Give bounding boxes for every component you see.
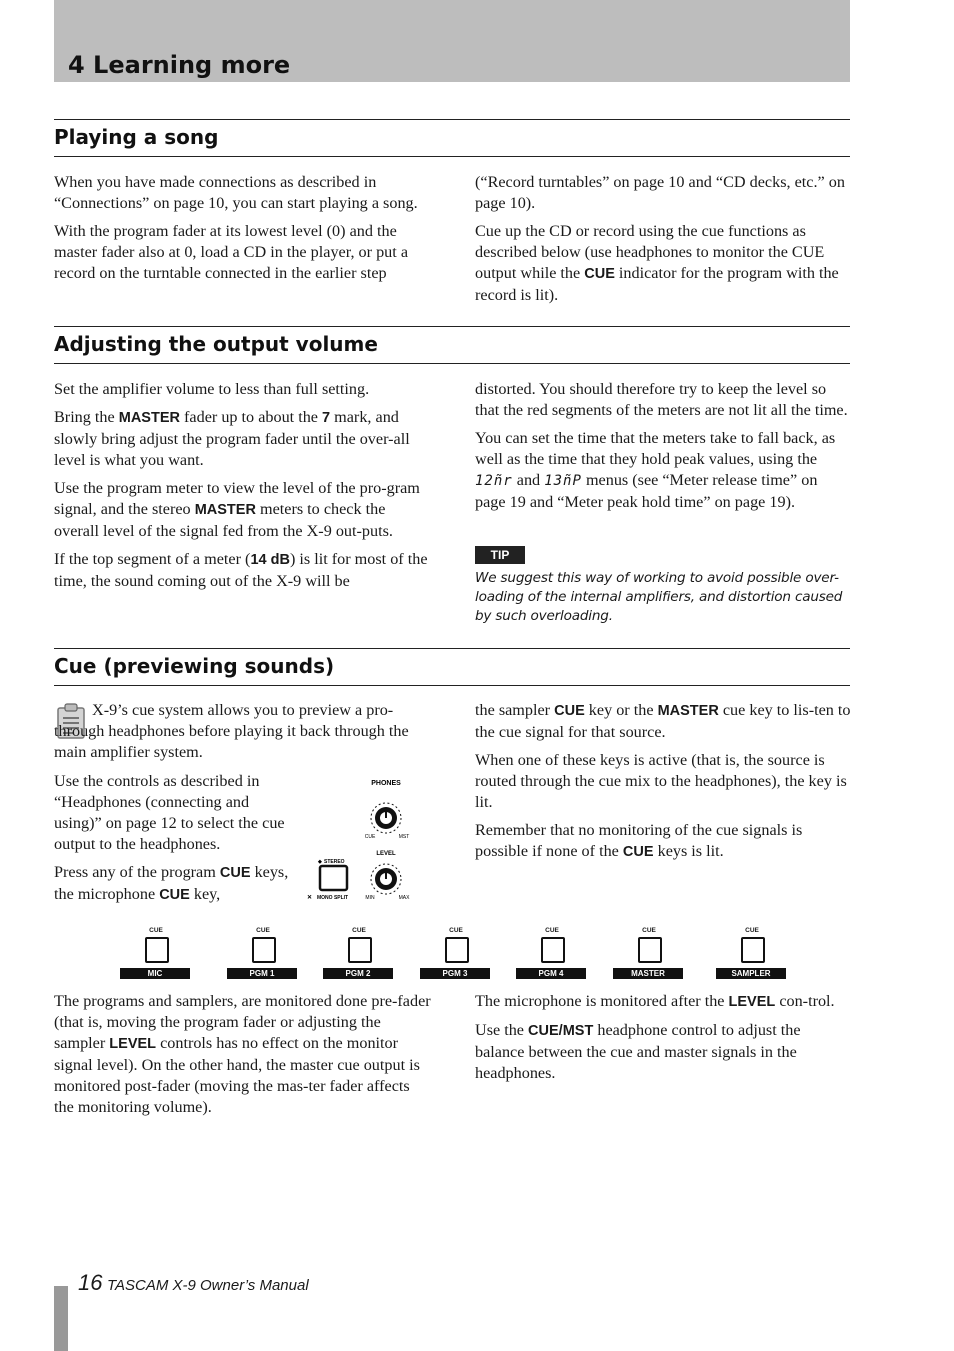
paragraph: Use the program meter to view the level of the pro-gram signal, and the stereo MASTER meters to check the overall level of the signal fed from the X-9 out-puts. — [54, 479, 420, 540]
playing-left-column — [54, 172, 434, 291]
section-title: Cue (previewing sounds) — [54, 654, 335, 678]
section-heading-output — [54, 326, 850, 364]
section-heading-playing — [54, 119, 850, 157]
paragraph: Use the controls as described in “Headphones (connecting and using)” on page 12 to select the cue output to the headphones. — [54, 772, 285, 853]
cue-intro-column — [54, 700, 434, 770]
page-number: 16 — [78, 1270, 103, 1295]
stereo-mono-button — [320, 866, 347, 890]
svg-text:MAX: MAX — [398, 895, 410, 901]
manual-title: TASCAM X-9 Owner’s Manual — [106, 1277, 309, 1294]
paragraph: You can set the time that the meters take to fall back, as well as the time that they hold peak values, using the 12ñr and 13ñP menus (see “Meter release time” on page 19 and “Meter peak hold time” on page 19). — [475, 429, 836, 511]
svg-text:MIN: MIN — [365, 895, 375, 901]
playing-right-column — [475, 172, 851, 313]
footer-bar — [54, 1286, 68, 1351]
tip-badge: TIP — [475, 546, 525, 564]
section-title: Playing a song — [54, 125, 219, 149]
chapter-header — [54, 0, 850, 82]
paragraph: Bring the MASTER fader up to about the 7 mark, and slowly bring adjust the program fader until the over-all level is what you want. — [54, 408, 410, 469]
paragraph: Press any of the program CUE keys, the microphone CUE key, — [54, 863, 289, 903]
svg-text:LEVEL: LEVEL — [376, 851, 396, 857]
cue-key-pgm3: CUE PGM 3 — [420, 927, 492, 982]
paragraph: Use the CUE/MST headphone control to adjust the balance between the cue and master signals in the headphones. — [475, 1021, 801, 1082]
paragraph: Cue up the CD or record using the cue functions as described below (use headphones to monitor the CUE output while the CUE indicator for the program with the record is lit). — [475, 222, 839, 304]
paragraph: X-9’s cue system allows you to preview a pro- through headphones before playing it back through the main amplifier system. — [54, 701, 409, 761]
paragraph: When one of these keys is active (that is, the source is routed through the cue mix to the headphones), the key is lit. — [475, 751, 847, 811]
level-knob — [371, 864, 401, 894]
paragraph: The microphone is monitored after the LEVEL con-trol. — [475, 992, 835, 1010]
paragraph: the sampler CUE key or the MASTER cue key to lis-ten to the cue signal for that source. — [475, 701, 851, 741]
svg-text:CUE: CUE — [364, 834, 376, 840]
svg-text:MONO SPLIT: MONO SPLIT — [317, 895, 349, 901]
paragraph: (“Record turntables” on page 10 and “CD decks, etc.” on page 10). — [475, 173, 845, 212]
section-heading-cue — [54, 648, 850, 686]
svg-text:MST: MST — [398, 834, 410, 840]
segment-display-text: 13ñP — [544, 473, 582, 489]
paragraph: Set the amplifier volume to less than full setting. — [54, 380, 370, 398]
paragraph: When you have made connections as described in “Connections” on page 10, you can start playing a song. — [54, 173, 418, 212]
cue-bottom-right-column — [475, 991, 851, 1091]
chapter-title: 4 Learning more — [68, 51, 291, 79]
output-left-column — [54, 379, 430, 599]
cue-left-column — [54, 771, 290, 913]
paragraph: With the program fader at its lowest level (0) and the master fader also at 0, load a CD in the player, or put a record on the turntable connected in the earlier step — [54, 222, 409, 282]
output-right-column — [475, 379, 851, 520]
cue-key-mic: CUE MIC — [120, 927, 192, 982]
cue-key-pgm2: CUE PGM 2 — [323, 927, 395, 982]
segment-display-text: 12ñr — [475, 473, 513, 489]
section-title: Adjusting the output volume — [54, 332, 378, 356]
svg-text:◆: ◆ — [318, 859, 322, 865]
paragraph: If the top segment of a meter (14 dB) is lit for most of the time, the sound coming out of the X-9 will be — [54, 550, 428, 590]
tip-text: We suggest this way of working to avoid possible over-loading of the internal amplifiers, and distortion caused by such overloading. — [475, 570, 843, 624]
cue-keys-illustration — [110, 927, 810, 982]
cue-key-master: CUE MASTER — [613, 927, 685, 982]
cue-key-pgm4: CUE PGM 4 — [516, 927, 588, 982]
paragraph: Remember that no monitoring of the cue signals is possible if none of the CUE keys is lit. — [475, 821, 803, 860]
svg-text:STEREO: STEREO — [324, 859, 345, 865]
svg-text:PHONES: PHONES — [371, 780, 401, 787]
page-footer — [78, 1270, 309, 1296]
cue-key-sampler: CUE SAMPLER — [716, 927, 788, 982]
paragraph: The programs and samplers, are monitored done pre-fader (that is, moving the program fader or adjusting the sampler LEVEL controls has no effect on the monitor signal level). On the other hand, the master cue output is monitored post-fader (moving the mas-ter fader affects the monitoring volume). — [54, 992, 431, 1116]
svg-text:✕: ✕ — [307, 895, 313, 901]
cue-right-column — [475, 700, 851, 870]
cue-key-pgm1: CUE PGM 1 — [227, 927, 299, 982]
paragraph: distorted. You should therefore try to keep the level so that the red segments of the meters are not lit all the time. — [475, 380, 848, 419]
cue-mst-knob — [371, 803, 401, 833]
cue-bottom-left-column — [54, 991, 432, 1125]
phones-panel-illustration — [300, 775, 420, 905]
